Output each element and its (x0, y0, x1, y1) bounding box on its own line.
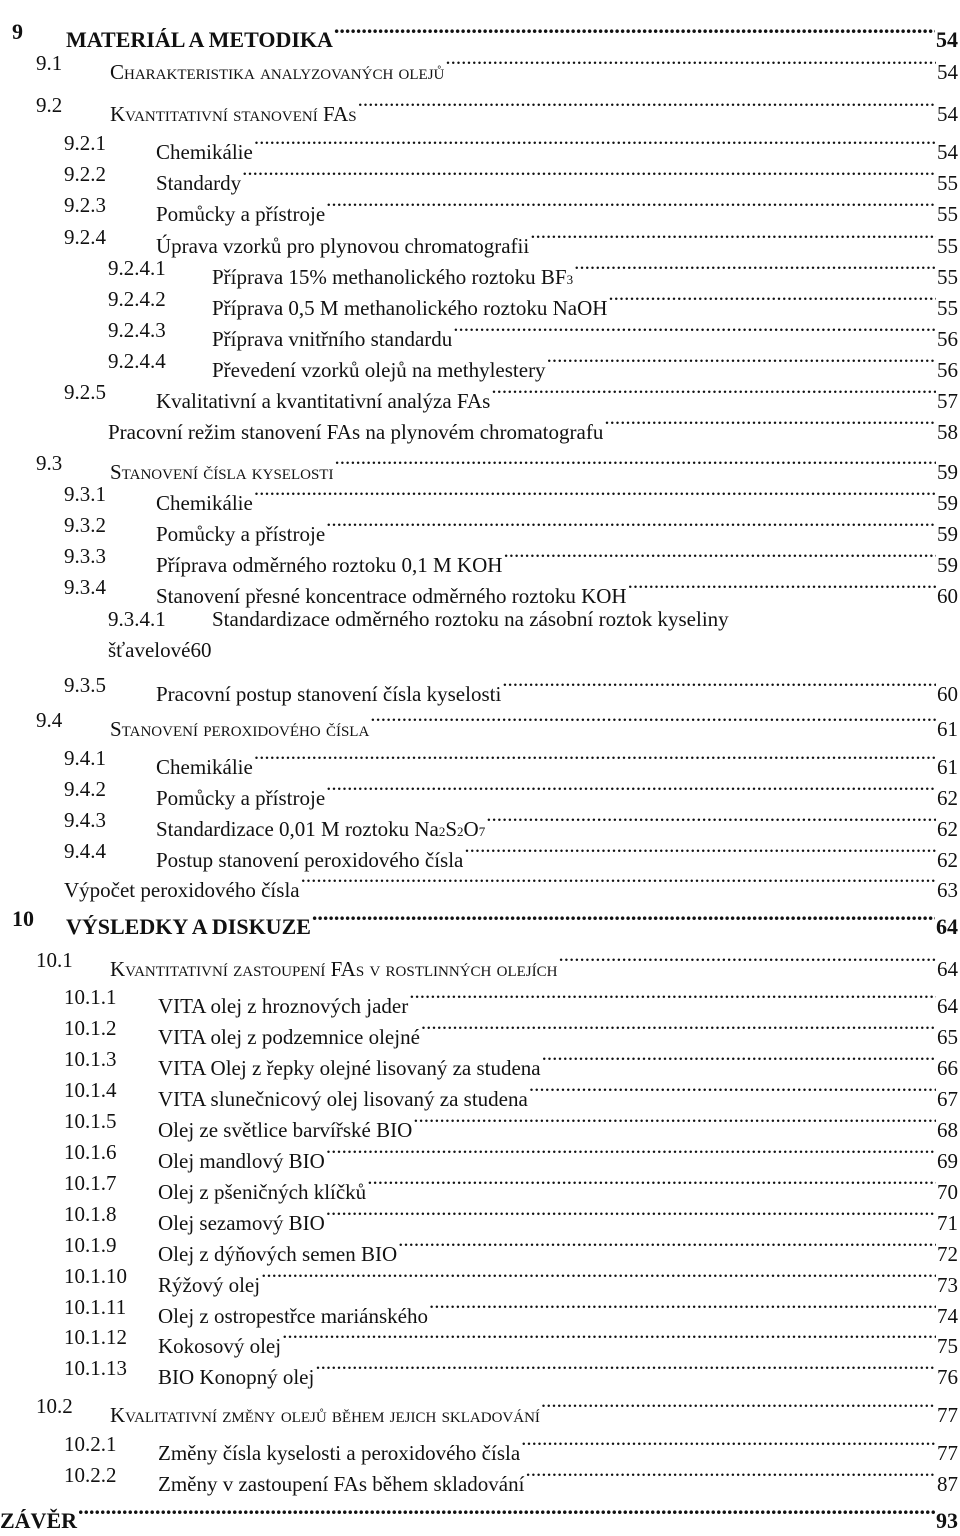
toc-entry-title: Postup stanovení peroxidového čísla (156, 848, 464, 872)
toc-entry-title-continuation: šťavelové (108, 638, 191, 662)
toc-entry-number: 9.4.3 (64, 808, 106, 832)
toc-entry-page: 54 (937, 140, 958, 164)
toc-entry-number: 9.3.3 (64, 544, 106, 568)
dot-leader (370, 705, 936, 736)
toc-entry-number: 10.1.11 (64, 1295, 127, 1319)
dot-leader (541, 1391, 936, 1422)
toc-entry-title: Chemikálie (156, 491, 253, 515)
toc-entry-title: Olej z pšeničných klíčků (158, 1180, 367, 1204)
toc-entry[interactable] (0, 541, 958, 577)
toc-entry-number: 9.2.4.2 (108, 287, 166, 311)
dot-leader (282, 1322, 936, 1353)
dot-leader (547, 346, 936, 377)
dot-leader (326, 190, 936, 221)
toc-entry[interactable] (0, 774, 958, 810)
toc-entry-number: 9.2.4.4 (108, 349, 166, 373)
toc-entry[interactable]: 9.2.4.1 Příprava 15% methanolického roztoku BF 3 ..... 55 (0, 253, 958, 284)
dot-leader (453, 315, 936, 346)
toc-entry-page: 59 (937, 460, 958, 484)
toc-entry-page: 54 (937, 102, 958, 126)
toc-entry-page: 67 (937, 1087, 958, 1111)
toc-entry-number: 9.2.2 (64, 162, 106, 186)
toc-entry-page: 72 (937, 1242, 958, 1266)
toc-entry-title: Chemikálie (156, 140, 253, 164)
toc-entry[interactable] (0, 866, 958, 902)
dot-leader (604, 408, 936, 439)
dot-leader (242, 159, 936, 190)
toc-entry-page: 60 (937, 584, 958, 608)
dot-leader (315, 1353, 936, 1384)
toc-entry-title: Pomůcky a přístroje (156, 522, 326, 546)
toc-entry-page: 93 (936, 1508, 958, 1533)
toc-entry[interactable]: 9.4.3 Standardizace 0,01 M roztoku Na 2 S 2 O 7 ..... 62 (0, 805, 958, 836)
dot-leader (367, 1168, 936, 1199)
toc-entry-page: 56 (937, 358, 958, 382)
formula-element: S (445, 817, 458, 841)
toc-entry-number: 10.2.1 (64, 1432, 117, 1456)
toc-entry-page: 61 (937, 717, 958, 741)
toc-entry-number: 9.4.1 (64, 746, 106, 770)
toc-entry-title: VITA Olej z řepky olejné lisovaný za studena (158, 1056, 541, 1080)
toc-entry[interactable] (0, 1044, 958, 1080)
toc-entry-number: 9.3.4 (64, 575, 106, 599)
toc-entry[interactable] (0, 670, 958, 706)
toc-entry-number: 10.1.13 (64, 1356, 127, 1380)
dot-leader (628, 572, 936, 603)
toc-entry-page: 62 (937, 848, 958, 872)
toc-entry-page: 62 (937, 817, 958, 841)
toc-entry-title: Kvalitativní a kvantitativní analýza FAs (156, 389, 491, 413)
toc-entry[interactable] (0, 1429, 958, 1465)
toc-entry-title: Olej z dýňových semen BIO (158, 1242, 398, 1266)
toc-entry[interactable] (0, 448, 958, 484)
toc-entry[interactable] (0, 190, 958, 226)
toc-entry[interactable] (0, 743, 958, 779)
toc-entry-page: 71 (937, 1211, 958, 1235)
dot-leader (542, 1044, 936, 1075)
toc-entry-number: 9.4 (36, 708, 63, 732)
toc-entry-page: 58 (937, 420, 958, 444)
toc-entry[interactable] (0, 1261, 958, 1297)
dot-leader (574, 253, 936, 284)
toc-entry-title: Příprava 0,5 M methanolického roztoku NaOH (212, 296, 608, 320)
toc-entry-number: 10.1.6 (64, 1140, 117, 1164)
toc-entry-number: 10.1 (36, 948, 73, 972)
dot-leader (254, 479, 936, 510)
dot-leader (486, 805, 936, 836)
toc-entry[interactable] (0, 346, 958, 382)
toc-entry-title: Stanovení peroxidového čísla (110, 717, 370, 741)
toc-entry-title: Výpočet peroxidového čísla (64, 878, 300, 902)
toc-entry-title: Změny čísla kyselosti a peroxidového čísla (158, 1441, 521, 1465)
toc-entry-page: 66 (937, 1056, 958, 1080)
toc-entry-page: 64 (937, 957, 958, 981)
toc-entry-title: Příprava vnitřního standardu (212, 327, 453, 351)
toc-entry-page: 87 (937, 1472, 958, 1496)
toc-entry-number: 10.1.3 (64, 1047, 117, 1071)
toc-entry-title: VITA olej z podzemnice olejné (158, 1025, 420, 1049)
toc-entry-title: Pracovní režim stanovení FAs na plynovém chromatografu (108, 420, 604, 444)
toc-entry-title: Charakteristika analyzovaných olejů (110, 60, 445, 84)
toc-entry-number: 10.1.9 (64, 1233, 117, 1257)
toc-entry-number: 10.1.4 (64, 1078, 117, 1102)
toc-entry-number: 10.1.5 (64, 1109, 117, 1133)
toc-entry-number: 9.2.5 (64, 380, 106, 404)
toc-entry-page: 64 (936, 914, 958, 939)
toc-entry-number: 10.1.7 (64, 1171, 117, 1195)
toc-entry-page: 62 (937, 786, 958, 810)
toc-entry-number: 9.3.2 (64, 513, 106, 537)
toc-entry-page: 56 (937, 327, 958, 351)
toc-entry[interactable] (0, 315, 958, 351)
toc-entry-page: 69 (937, 1149, 958, 1173)
toc-entry-page: 55 (937, 265, 958, 289)
toc-entry-title: Pracovní postup stanovení čísla kyselosti (156, 682, 502, 706)
toc-entry-number: 9.2.4 (64, 225, 106, 249)
dot-leader (254, 743, 936, 774)
toc-entry-number: 9.3.5 (64, 673, 106, 697)
toc-entry[interactable] (0, 16, 958, 52)
toc-entry-page: 59 (937, 553, 958, 577)
dot-leader (301, 866, 936, 897)
dot-leader (491, 377, 936, 408)
toc-entry-page: 74 (937, 1304, 958, 1328)
toc-entry-title: Chemikálie (156, 755, 253, 779)
toc-entry[interactable] (0, 1106, 958, 1142)
dot-leader (326, 1199, 936, 1230)
toc-entry-number: 9.3.1 (64, 482, 106, 506)
toc-entry[interactable] (0, 48, 958, 84)
dot-leader (78, 1497, 935, 1528)
dot-leader (445, 48, 936, 79)
toc-entry-title: Olej mandlový BIO (158, 1149, 325, 1173)
toc-entry-title: Převedení vzorků olejů na methylestery (212, 358, 546, 382)
toc-entry-title: Úprava vzorků pro plynovou chromatografii (156, 234, 530, 258)
toc-entry-page: 75 (937, 1334, 958, 1358)
toc-entry-number: 9.2 (36, 93, 63, 117)
dot-leader (409, 982, 936, 1013)
toc-entry-title: Standardy (156, 171, 242, 195)
dot-leader (530, 222, 936, 253)
toc-entry-number: 9.3.4.1 (108, 607, 166, 631)
toc-entry-number: 9.4.4 (64, 839, 106, 863)
toc-entry-page: 77 (937, 1403, 958, 1427)
toc-entry-page: 70 (937, 1180, 958, 1204)
toc-entry-title: Stanovení přesné koncentrace odměrného roztoku KOH (156, 584, 627, 608)
toc-entry-page: 54 (936, 27, 958, 52)
toc-entry-title: Pomůcky a přístroje (156, 202, 326, 226)
dot-leader (521, 1429, 936, 1460)
dot-leader (326, 774, 936, 805)
toc-entry[interactable] (0, 1075, 958, 1111)
toc-entry[interactable] (0, 1391, 958, 1427)
dot-leader (464, 836, 936, 867)
toc-entry-page: 55 (937, 296, 958, 320)
toc-entry-title: Rýžový olej (158, 1273, 261, 1297)
dot-leader (334, 16, 935, 47)
toc-entry[interactable] (0, 284, 958, 320)
toc-entry-page: 60 (937, 682, 958, 706)
dot-leader (398, 1230, 936, 1261)
dot-leader (421, 1013, 936, 1044)
toc-entry-page: 65 (937, 1025, 958, 1049)
toc-entry-number: 9.2.4.1 (108, 256, 166, 280)
dot-leader (608, 284, 936, 315)
toc-entry-title: MATERIÁL A METODIKA (66, 27, 333, 52)
dot-leader (525, 1460, 936, 1491)
toc-entry-number: 9 (12, 19, 23, 44)
toc-entry[interactable] (0, 1353, 958, 1389)
toc-entry[interactable] (0, 982, 958, 1018)
toc-entry[interactable] (0, 945, 958, 981)
dot-leader (326, 510, 936, 541)
toc-entry-number: 10.1.10 (64, 1264, 127, 1288)
toc-entry-page: 59 (937, 491, 958, 515)
toc-entry-page: 73 (937, 1273, 958, 1297)
toc-entry-number: 9.3 (36, 451, 63, 475)
toc-entry[interactable] (0, 836, 958, 872)
dot-leader (326, 1137, 936, 1168)
toc-entry-number: 10 (12, 906, 34, 931)
toc-entry-page: 76 (937, 1365, 958, 1389)
toc-entry-page: 54 (937, 60, 958, 84)
toc-entry[interactable] (0, 903, 958, 939)
dot-leader (529, 1075, 936, 1106)
toc-entry-page: 77 (937, 1441, 958, 1465)
dot-leader (429, 1292, 936, 1323)
toc-entry[interactable] (0, 1322, 958, 1358)
formula-element: O (463, 817, 479, 841)
dot-leader (261, 1261, 936, 1292)
toc-entry-number: 9.2.1 (64, 131, 106, 155)
toc-entry-title: Pomůcky a přístroje (156, 786, 326, 810)
toc-entry[interactable] (0, 1292, 958, 1328)
toc-entry[interactable] (0, 604, 958, 666)
toc-entry-number: 10.1.1 (64, 985, 117, 1009)
toc-entry[interactable] (0, 1497, 958, 1533)
toc-entry-page: 57 (937, 389, 958, 413)
toc-entry-page: 59 (937, 522, 958, 546)
toc-entry[interactable] (0, 90, 958, 126)
toc-entry[interactable] (0, 1168, 958, 1204)
toc-entry-number: 9.2.3 (64, 193, 106, 217)
toc-entry-number: 10.1.12 (64, 1325, 127, 1349)
toc-entry-page: 55 (937, 202, 958, 226)
toc-entry-title: Stanovení čísla kyselosti (110, 460, 334, 484)
toc-entry-number: 9.1 (36, 51, 63, 75)
dot-leader (503, 541, 936, 572)
toc-entry[interactable] (0, 1013, 958, 1049)
toc-entry-number: 9.2.4.3 (108, 318, 166, 342)
toc-entry-title: VITA slunečnicový olej lisovaný za studena (158, 1087, 528, 1111)
toc-entry[interactable] (0, 705, 958, 741)
toc-entry-page: 60 (190, 638, 212, 662)
toc-entry-number: 10.2 (36, 1394, 73, 1418)
toc-entry[interactable] (0, 222, 958, 258)
toc-entry-page: 55 (937, 234, 958, 258)
dot-leader (312, 903, 935, 934)
toc-entry[interactable] (0, 377, 958, 413)
toc-entry-title: Kokosový olej (158, 1334, 282, 1358)
dot-leader (254, 128, 936, 159)
toc-entry[interactable] (0, 408, 958, 444)
toc-entry-page: 64 (937, 994, 958, 1018)
toc-entry-number: 10.1.8 (64, 1202, 117, 1226)
toc-entry[interactable] (0, 1460, 958, 1496)
toc-entry-title: Kvalitativní změny olejů během jejich skladování (110, 1403, 540, 1427)
toc-entry-title: Příprava odměrného roztoku 0,1 M KOH (156, 553, 503, 577)
toc-entry[interactable] (0, 1137, 958, 1173)
toc-entry-page: 61 (937, 755, 958, 779)
toc-entry[interactable] (0, 479, 958, 515)
toc-entry-number: 9.4.2 (64, 777, 106, 801)
toc-entry-page: 63 (937, 878, 958, 902)
toc-entry-page: 68 (937, 1118, 958, 1142)
toc-entry-title: VITA olej z hroznových jader (158, 994, 409, 1018)
toc-entry-page: 55 (937, 171, 958, 195)
toc-entry-title: Olej z ostropestřce mariánského (158, 1304, 428, 1328)
toc-entry-title: Standardizace 0,01 M roztoku Na (156, 817, 439, 841)
toc-entry[interactable] (0, 159, 958, 195)
toc-entry[interactable] (0, 510, 958, 546)
toc-entry-title: VÝSLEDKY A DISKUZE (66, 914, 311, 939)
toc-entry-title: Kvantitativní zastoupení FAs v rostlinných olejích (110, 957, 558, 981)
toc-entry-number: 10.1.2 (64, 1016, 117, 1040)
toc-entry[interactable] (0, 572, 958, 608)
dot-leader (558, 945, 936, 976)
toc-entry-title: Příprava 15% methanolického roztoku BF (212, 265, 567, 289)
toc-entry-title: Kvantitativní stanovení FAs (110, 102, 357, 126)
toc-entry[interactable] (0, 128, 958, 164)
toc-entry-title: Změny v zastoupení FAs během skladování (158, 1472, 525, 1496)
dot-leader (358, 90, 936, 121)
dot-leader (413, 1106, 936, 1137)
toc-entry-number: 10.2.2 (64, 1463, 117, 1487)
toc-entry[interactable] (0, 1199, 958, 1235)
toc-entry-title: Olej sezamový BIO (158, 1211, 325, 1235)
toc-entry-title: Olej ze světlice barvířské BIO (158, 1118, 413, 1142)
dot-leader (502, 670, 936, 701)
toc-entry-title: BIO Konopný olej (158, 1365, 315, 1389)
dot-leader (334, 448, 936, 479)
toc-entry-title: ZÁVĚR (0, 1508, 78, 1533)
toc-entry-title: Standardizace odměrného roztoku na zásobní roztok kyseliny (212, 607, 729, 631)
toc-entry[interactable] (0, 1230, 958, 1266)
